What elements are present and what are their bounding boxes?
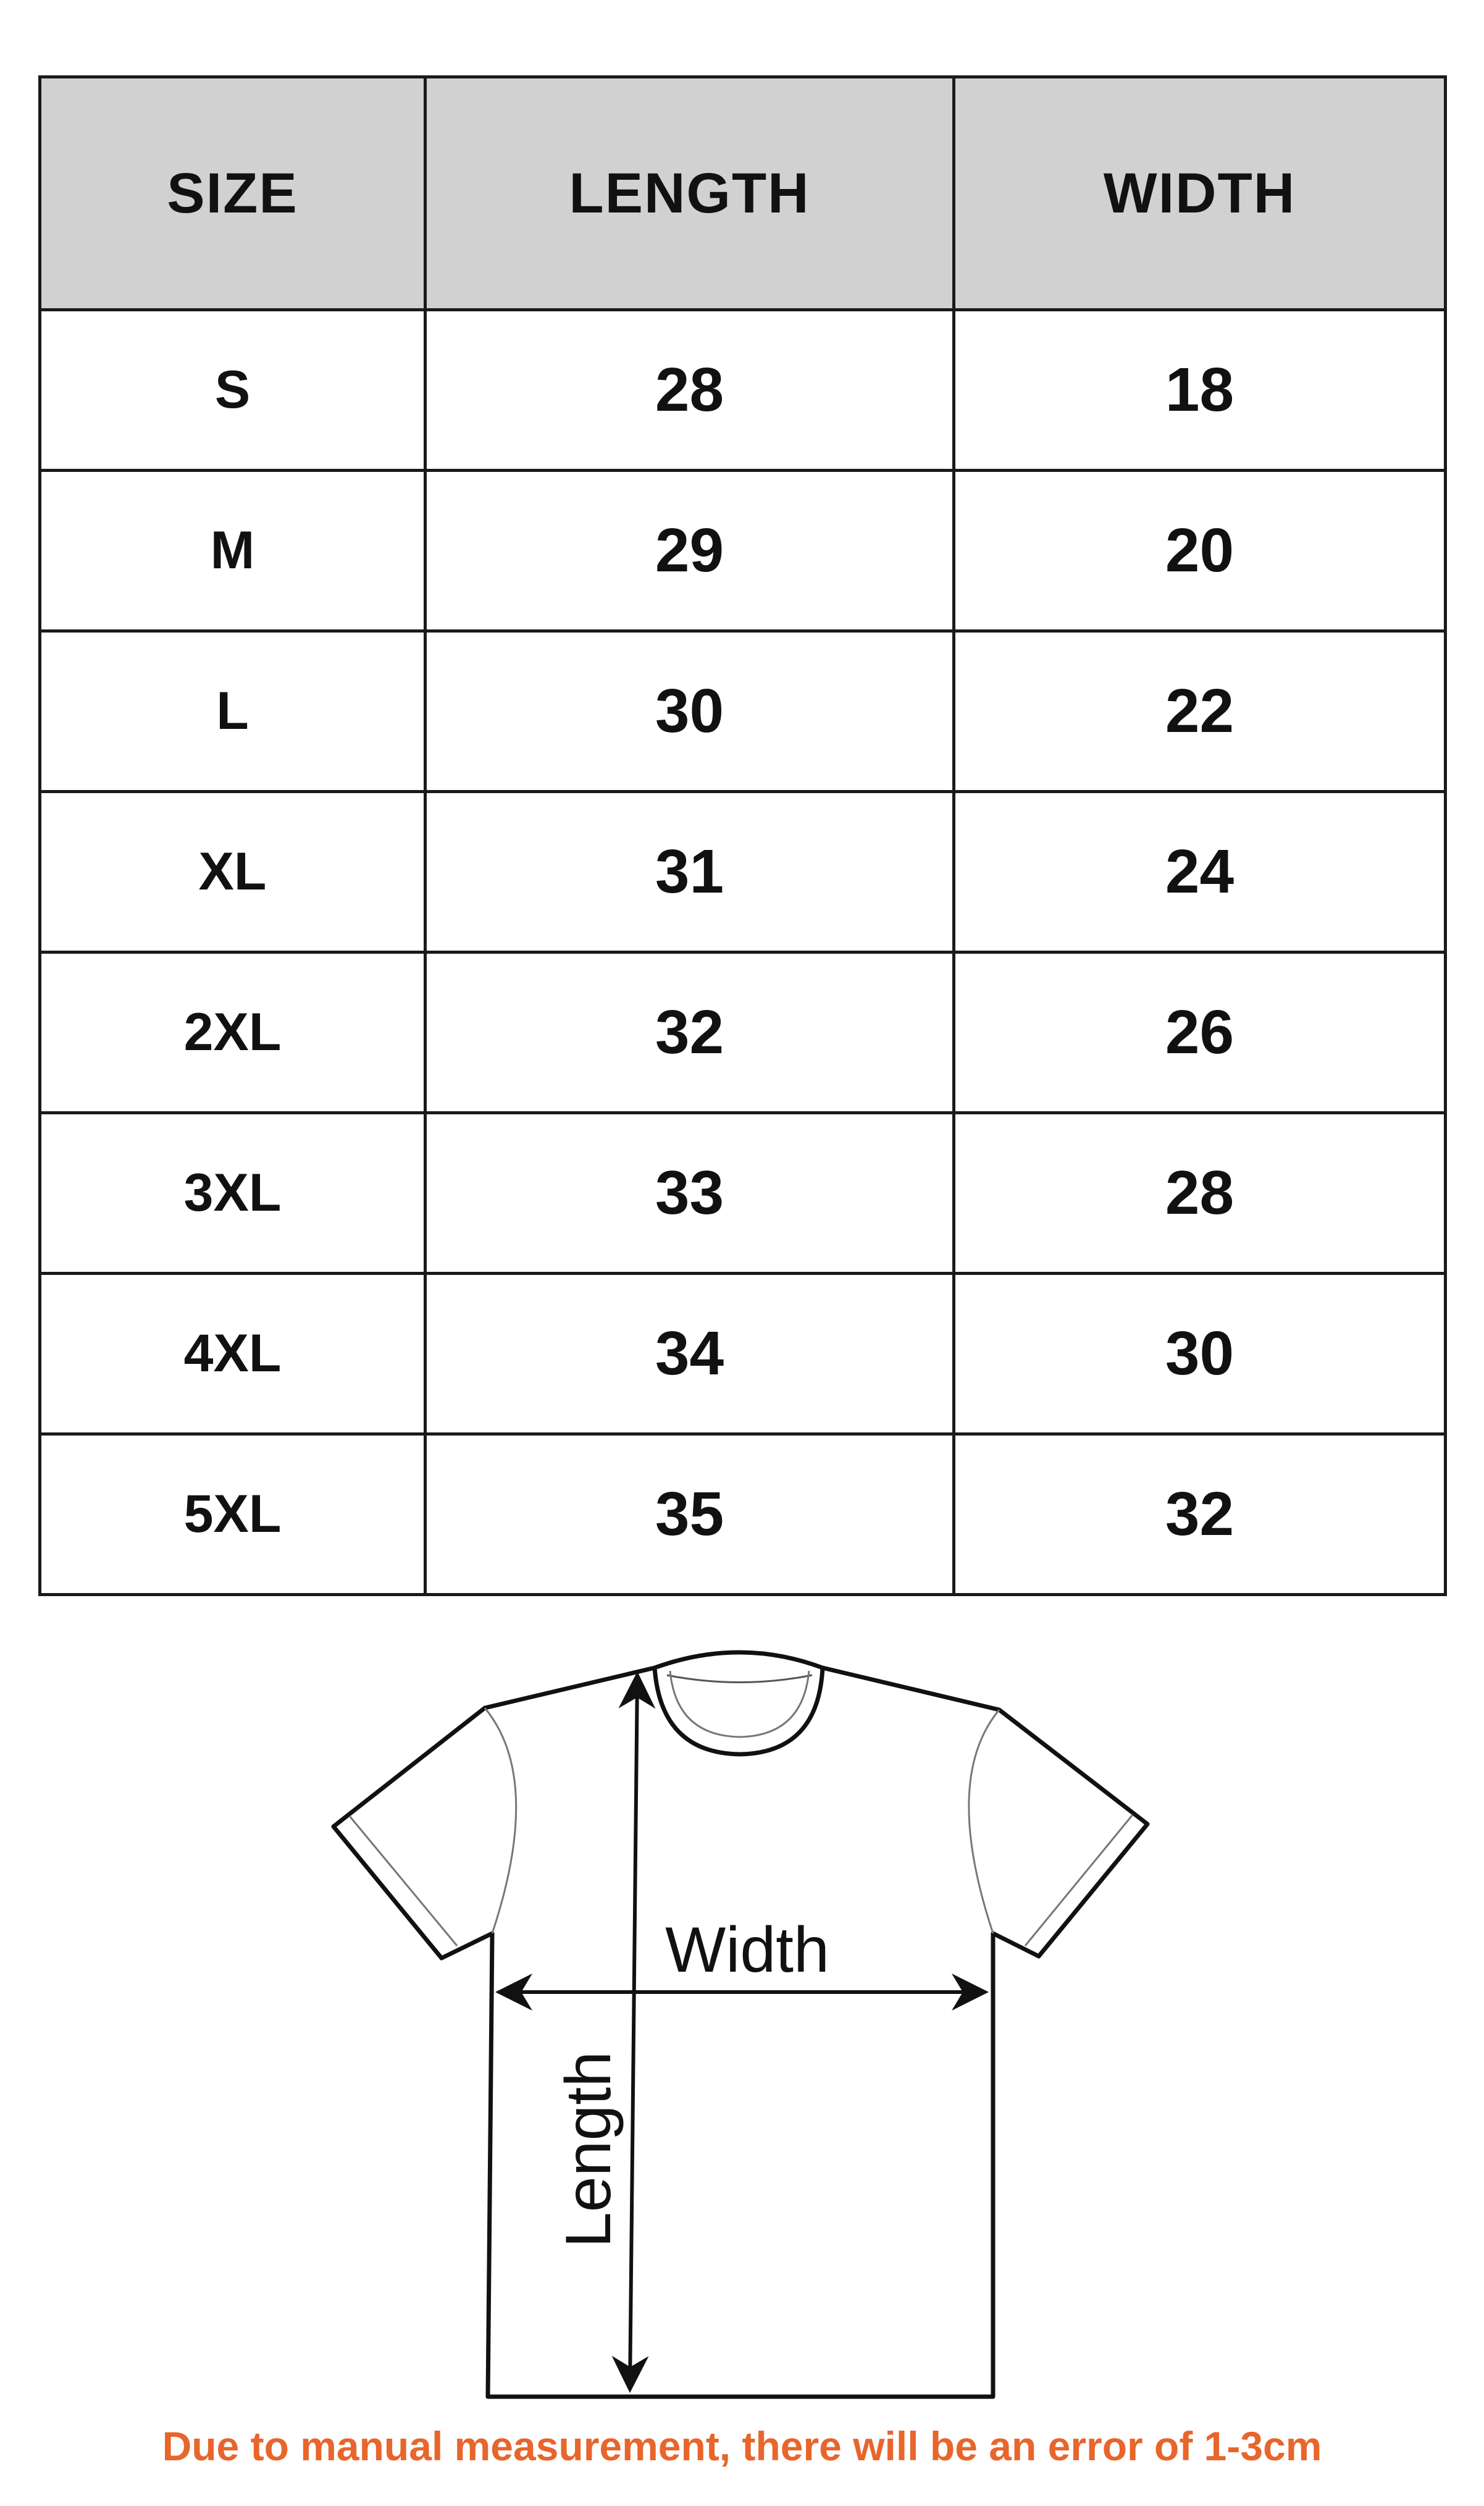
width-cell: 30 xyxy=(954,1274,1446,1434)
length-cell: 35 xyxy=(425,1434,954,1595)
table-row xyxy=(40,792,1446,952)
length-cell: 29 xyxy=(425,471,954,631)
width-cell: 28 xyxy=(954,1113,1446,1274)
table-row xyxy=(40,952,1446,1113)
tshirt-diagram xyxy=(0,1631,1484,2421)
header-row xyxy=(40,77,1446,310)
size-cell: XL xyxy=(40,792,425,952)
width-cell: 24 xyxy=(954,792,1446,952)
size-cell: 2XL xyxy=(40,952,425,1113)
tshirt-illustration xyxy=(0,1631,1484,2421)
length-cell: 31 xyxy=(425,792,954,952)
table-row xyxy=(40,471,1446,631)
length-cell: 28 xyxy=(425,310,954,471)
width-cell: 32 xyxy=(954,1434,1446,1595)
size-cell: 5XL xyxy=(40,1434,425,1595)
header-size: SIZE xyxy=(40,77,425,310)
size-chart-table xyxy=(38,75,1447,1596)
right-armhole-seam xyxy=(969,1710,999,1933)
left-armhole-seam xyxy=(485,1708,516,1933)
left-sleeve-hem xyxy=(350,1816,457,1946)
table-row xyxy=(40,1113,1446,1274)
right-sleeve-hem xyxy=(1025,1815,1133,1946)
size-cell: 4XL xyxy=(40,1274,425,1434)
table-row xyxy=(40,631,1446,792)
table-row xyxy=(40,1434,1446,1595)
width-cell: 20 xyxy=(954,471,1446,631)
length-label: Length xyxy=(553,2051,624,2248)
length-cell: 33 xyxy=(425,1113,954,1274)
header-length: LENGTH xyxy=(425,77,954,310)
length-cell: 30 xyxy=(425,631,954,792)
collar-seam xyxy=(670,1671,809,1737)
header-width: WIDTH xyxy=(954,77,1446,310)
collar-inner xyxy=(667,1675,812,1683)
size-cell: S xyxy=(40,310,425,471)
width-cell: 22 xyxy=(954,631,1446,792)
width-cell: 18 xyxy=(954,310,1446,471)
width-cell: 26 xyxy=(954,952,1446,1113)
collar-outer xyxy=(655,1668,823,1754)
length-cell: 32 xyxy=(425,952,954,1113)
size-cell: 3XL xyxy=(40,1113,425,1274)
size-cell: L xyxy=(40,631,425,792)
size-cell: M xyxy=(40,471,425,631)
measurement-error-note: Due to manual measurement, there will be an error of 1-3cm xyxy=(162,2423,1322,2469)
table-row xyxy=(40,310,1446,471)
length-cell: 34 xyxy=(425,1274,954,1434)
length-arrow xyxy=(630,1675,637,2389)
table-row xyxy=(40,1274,1446,1434)
tshirt-outline xyxy=(333,1652,1147,2397)
width-label: Width xyxy=(665,1914,829,1986)
